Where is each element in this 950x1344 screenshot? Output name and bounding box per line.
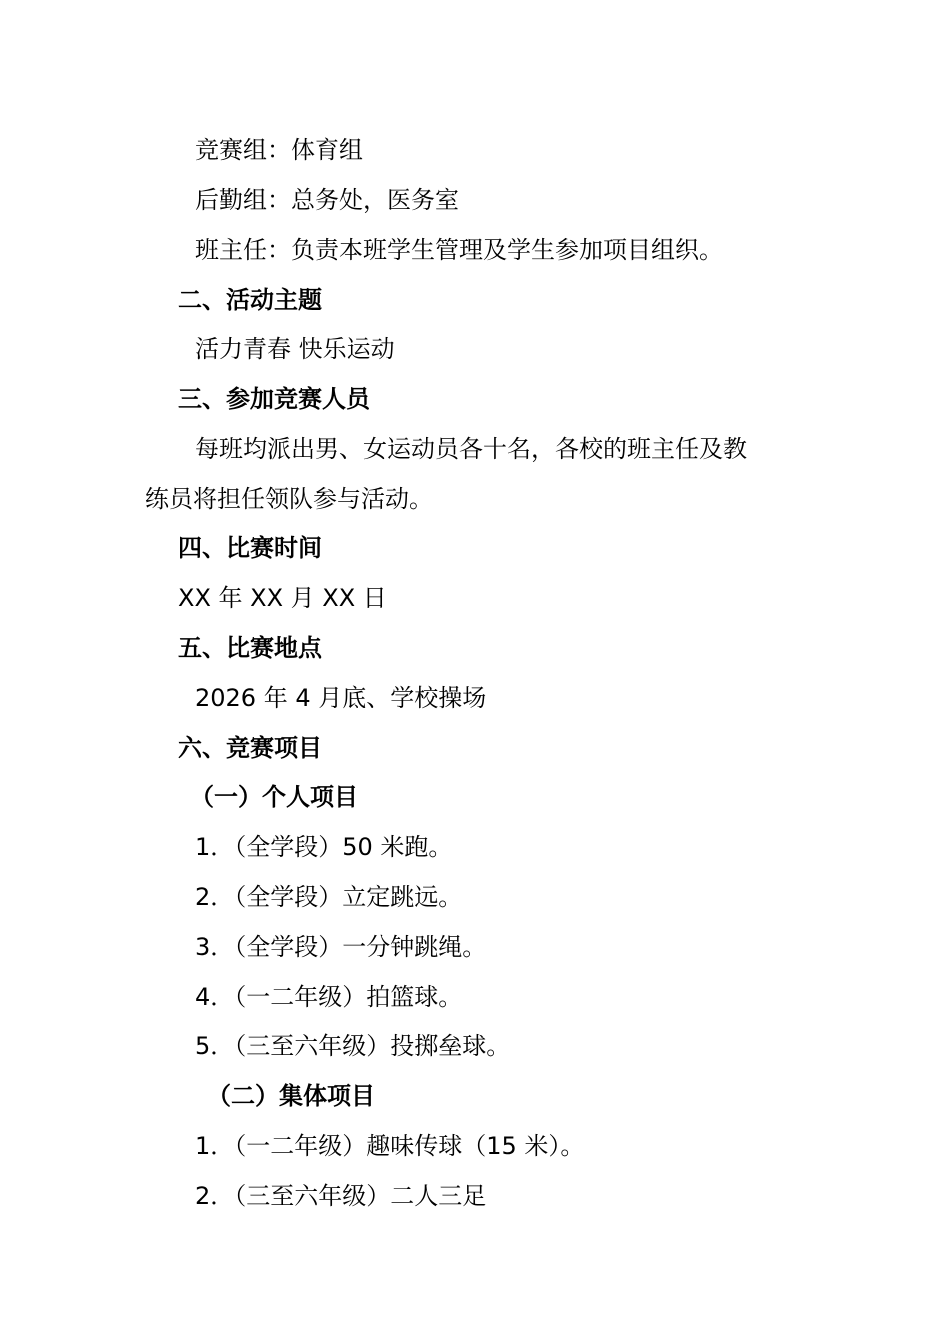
org-head-teacher-line: 班主任：负责本班学生管理及学生参加项目组织。: [195, 236, 723, 264]
section-heading-events: 六、竞赛项目: [178, 734, 322, 762]
participants-text-line2: 练员将担任领队参与活动。: [145, 485, 433, 513]
section-heading-participants: 三、参加竞赛人员: [178, 385, 370, 413]
list-item: 2．（三至六年级）二人三足: [195, 1182, 487, 1210]
subsection-heading-team: （二）集体项目: [207, 1082, 375, 1110]
section-heading-time: 四、比赛时间: [178, 534, 322, 562]
time-text: XX 年 XX 月 XX 日: [178, 584, 387, 612]
theme-text: 活力青春 快乐运动: [195, 335, 395, 363]
org-competition-line: 竞赛组：体育组: [195, 136, 363, 164]
list-item: 3．（全学段）一分钟跳绳。: [195, 933, 487, 961]
section-heading-theme: 二、活动主题: [178, 286, 322, 314]
subsection-heading-individual: （一）个人项目: [190, 783, 358, 811]
participants-text-line1: 每班均派出男、女运动员各十名，各校的班主任及教: [195, 435, 747, 463]
list-item: 1．（一二年级）趣味传球（15 米）。: [195, 1132, 585, 1160]
location-text: 2026 年 4 月底、学校操场: [195, 684, 487, 712]
org-logistics-line: 后勤组：总务处，医务室: [195, 186, 459, 214]
list-item: 4．（一二年级）拍篮球。: [195, 983, 463, 1011]
section-heading-location: 五、比赛地点: [178, 634, 322, 662]
list-item: 1．（全学段）50 米跑。: [195, 833, 453, 861]
list-item: 5．（三至六年级）投掷垒球。: [195, 1032, 511, 1060]
list-item: 2．（全学段）立定跳远。: [195, 883, 463, 911]
